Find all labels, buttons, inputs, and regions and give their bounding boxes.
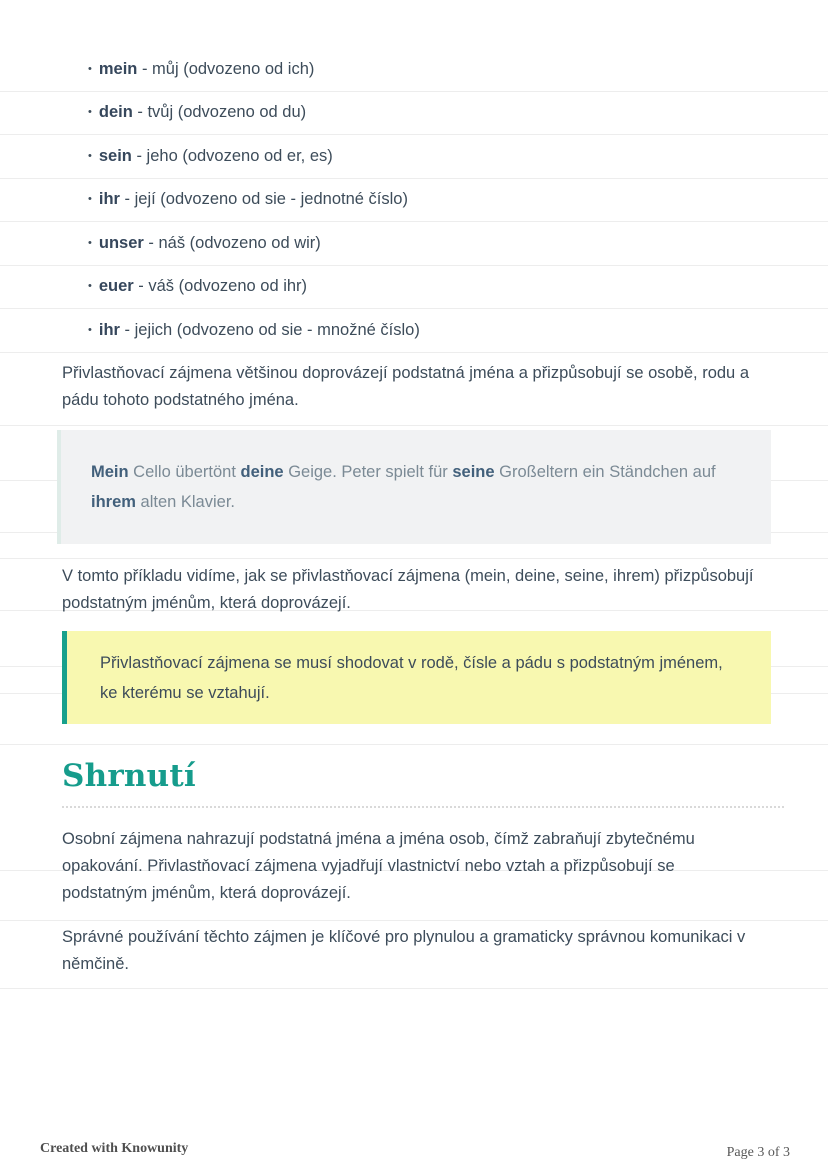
paragraph-intro: Přivlastňovací zájmena většinou doprovázejí podstatná jména a přizpůsobují se osobě, rodu a pádu tohoto podstatného jména. — [62, 364, 749, 409]
bullet-icon: • — [88, 193, 92, 206]
list-item — [88, 47, 788, 91]
list-item — [88, 265, 788, 309]
bullet-icon: • — [88, 280, 92, 293]
list-item — [88, 91, 788, 135]
pronoun-definition: - váš (odvozeno od ihr) — [133, 277, 308, 296]
example-quote-box — [57, 430, 771, 544]
quote-text: alten Klavier. — [135, 493, 235, 511]
bullet-icon: • — [88, 149, 92, 162]
ruled-line — [0, 744, 828, 745]
bullet-icon: • — [88, 236, 92, 249]
pronoun-definition: - náš (odvozeno od wir) — [143, 233, 321, 252]
pronoun-definition: - její (odvozeno od sie - jednotné číslo) — [119, 190, 408, 209]
list-item — [88, 178, 788, 222]
list-item — [88, 134, 788, 178]
pronoun-definition: - jeho (odvozeno od er, es) — [131, 146, 333, 165]
dotted-divider — [62, 806, 784, 808]
pronoun-definition: - jejich (odvozeno od sie - množné číslo) — [119, 320, 420, 339]
quote-text: Großeltern ein Ständchen auf — [494, 463, 716, 481]
paragraph-explanation: V tomto příkladu vidíme, jak se přivlastňovací zájmena (mein, deine, seine, ihrem) přizpůsobují podstatným jménům, která doprovázejí. — [62, 567, 754, 612]
pronoun-term: sein — [98, 146, 132, 165]
quote-bold: seine — [452, 463, 495, 481]
pronoun-definition: - můj (odvozeno od ich) — [137, 59, 315, 78]
pronoun-term: ihr — [98, 190, 120, 209]
highlight-callout — [62, 631, 771, 724]
quote-text: Geige. Peter spielt für — [283, 463, 453, 481]
bullet-icon: • — [88, 323, 92, 336]
list-item — [88, 221, 788, 265]
ruled-line — [0, 352, 828, 353]
ruled-line — [0, 425, 828, 426]
ruled-line — [0, 920, 828, 921]
ruled-line — [0, 988, 828, 989]
pronoun-term: mein — [98, 59, 138, 78]
paragraph-summary-2: Správné používání těchto zájmen je klíčové pro plynulou a gramaticky správnou komunikaci v němčině. — [62, 928, 746, 973]
pronoun-term: dein — [98, 103, 133, 122]
quote-bold: Mein — [91, 463, 129, 481]
quote-bold: deine — [240, 463, 284, 481]
pronoun-list — [88, 47, 788, 352]
footer-branding: Created with Knowunity — [40, 1141, 189, 1156]
page-number: Page 3 of 3 — [726, 1145, 790, 1160]
pronoun-term: euer — [98, 277, 134, 296]
bullet-icon: • — [88, 62, 92, 75]
bullet-icon: • — [88, 106, 92, 119]
pronoun-definition: - tvůj (odvozeno od du) — [132, 103, 307, 122]
pronoun-term: unser — [98, 233, 144, 252]
section-heading: Shrnutí — [62, 758, 196, 794]
paragraph-summary-1: Osobní zájmena nahrazují podstatná jména a jména osob, čímž zabraňují zbytečnému opakování. Přivlastňovací zájmena vyjadřují vlastnictví nebo vztah a přizpůsobují se podstatným jménům, která doprovázejí. — [62, 830, 695, 902]
ruled-line — [0, 558, 828, 559]
list-item — [88, 308, 788, 352]
callout-text: Přivlastňovací zájmena se musí shodovat v rodě, čísle a pádu s podstatným jménem, ke kterému se vztahují. — [100, 654, 723, 702]
quote-bold: ihrem — [91, 493, 136, 511]
pronoun-term: ihr — [98, 320, 120, 339]
quote-text: Cello übertönt — [128, 463, 241, 481]
